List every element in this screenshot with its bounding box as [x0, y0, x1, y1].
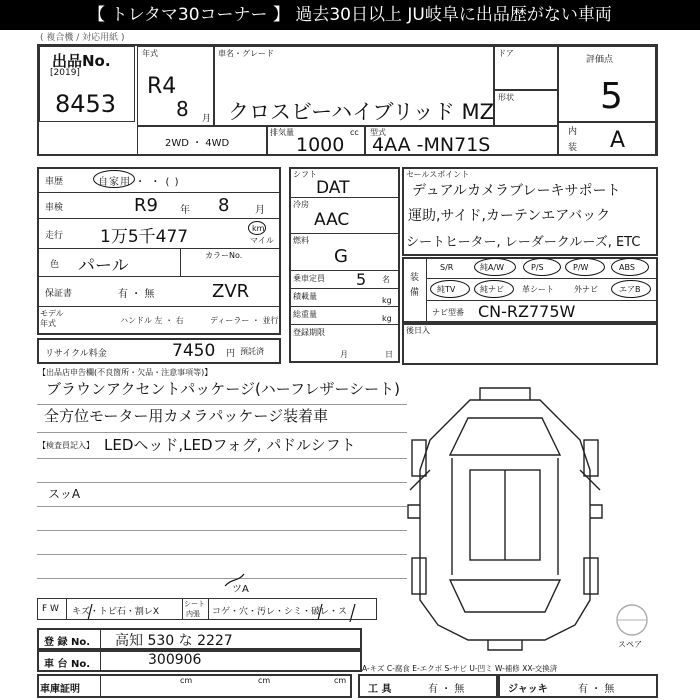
declaration-line-2: 全方位モーター用カメラパッケージ装着車 [44, 407, 329, 425]
weight-label: 総重量 [293, 310, 317, 319]
inspector-note: スッA [48, 487, 81, 501]
declaration-label: 【出品店申告欄(不良箇所・欠品・注意事項等)】 [38, 368, 213, 377]
lot-number: 8453 [55, 90, 117, 118]
recycle-unit: 円 [226, 349, 236, 359]
damage-legend: A-キズ C-腐食 E-エクボ S-サビ U-凹ミ W-補修 XX-交換済 [362, 664, 558, 673]
sales-label: セールスポイント [406, 170, 470, 179]
arrival-label: 車庫証明 [40, 684, 80, 695]
warranty-options: 有 ・ 無 [118, 289, 155, 300]
recycle-value: 7450 [172, 341, 216, 361]
equip-sr: S/R [440, 263, 454, 272]
year-month: 8 [176, 97, 189, 121]
tools-label: 工 具 [368, 684, 392, 695]
ac-label: 冷房 [293, 200, 309, 209]
load-label: 積載量 [293, 292, 317, 301]
ac-value: AAC [314, 210, 350, 230]
reg-value: 高知 530 な 2227 [115, 633, 233, 649]
lot-label: 出品No. [52, 52, 111, 70]
declaration-line-1: ブラウンアクセントパッケージ(ハーフレザーシート) [46, 380, 401, 398]
door-label: ドア [498, 49, 514, 58]
chassis-value: 300906 [148, 652, 202, 668]
car-name-value: クロスビーハイブリッド MZ [228, 100, 494, 124]
warranty-value: ZVR [212, 281, 250, 302]
inspection-label: 車検 [45, 203, 64, 213]
fw-options: キズ・トビ石・割レX [72, 607, 159, 617]
year-label: 年式 [142, 49, 158, 58]
fw-label: F W [42, 604, 59, 614]
color-label: 色 [50, 260, 60, 270]
fw-defects: コゲ・穴・汚レ・シミ・破レ・ス [212, 607, 348, 617]
history-label: 車歴 [45, 177, 64, 187]
equipment-label-1: 装 [410, 273, 420, 283]
score-value: 5 [600, 76, 623, 117]
fw-sheet: シート [184, 600, 205, 608]
interior-value: A [610, 128, 626, 153]
recycle-label: リサイクル料金 [45, 349, 107, 359]
year-month-unit: 月 [202, 114, 212, 124]
equip-pw: P/W [573, 263, 589, 272]
displacement-unit: cc [350, 128, 359, 137]
color-code-label: カラーNo. [205, 251, 243, 260]
arrival-unit-1: cm [180, 676, 193, 685]
jack-options: 有 ・ 無 [578, 684, 615, 695]
recycle-note: 預託済 [240, 347, 264, 356]
displacement-label: 排気量 [270, 128, 294, 137]
arrival-unit-3: cm [334, 676, 347, 685]
equip-ps: P/S [531, 263, 544, 272]
fuel-value: G [334, 246, 348, 267]
equip-aw: 純A/W [480, 263, 505, 272]
spare-label: スペア [618, 640, 642, 649]
header-cut-text: ( 複合機 / 対応用紙 ) [40, 33, 125, 43]
model-year-label-1: モデル [40, 309, 64, 318]
dealer-options: ディーラー ・ 並行 [210, 316, 279, 325]
score-label: 評価点 [586, 55, 614, 65]
capacity-label: 乗車定員 [293, 274, 325, 283]
inspection-year-unit: 年 [180, 205, 190, 216]
inspector-value: LEDヘッド,LEDフォグ, パドルシフト [104, 436, 356, 454]
history-options: 自家用 ・ ・ ( ) [98, 177, 180, 188]
drive-options: 2WD ・ 4WD [165, 138, 230, 149]
capacity-value: 5 [356, 270, 367, 289]
shape-label: 形状 [498, 93, 514, 102]
arrival-unit-2: cm [258, 676, 271, 685]
color-value: パール [78, 256, 129, 276]
inspection-year: R9 [134, 195, 158, 216]
equip-tv: 純TV [437, 285, 456, 294]
chassis-label: 車 台 No. [44, 659, 91, 670]
equip-abs: ABS [619, 263, 635, 272]
mileage-value: 1万5千477 [100, 227, 189, 247]
reg-label: 登 録 No. [44, 637, 91, 648]
fw-note: ツA [232, 584, 249, 595]
tools-options: 有 ・ 無 [428, 684, 465, 695]
later-label: 後日入 [406, 326, 430, 335]
jack-label: ジャッキ [508, 684, 548, 695]
handle-options: ハンドル 左 ・ 右 [120, 316, 184, 325]
lot-year-tag: [2019] [50, 68, 80, 78]
fuel-label: 燃料 [293, 236, 309, 245]
banner: 【 トレタマ30コーナー 】 過去30日以上 JU岐阜に出品歴がない車両 [0, 0, 700, 30]
mileage-alt-unit: マイル [250, 236, 274, 245]
model-year-label-2: 年式 [40, 319, 56, 328]
arrival-box [37, 674, 352, 698]
mileage-label: 走行 [45, 231, 64, 241]
inspector-label: 【検査員記入】 [38, 441, 94, 450]
equip-airbag: エアB [619, 285, 641, 294]
inspection-month-unit: 月 [255, 205, 265, 216]
interior-label-1: 内 [568, 127, 578, 137]
model-label: 型式 [370, 128, 386, 137]
sales-line-1: デュアルカメラブレーキサポート [412, 183, 621, 199]
inspection-month: 8 [218, 195, 230, 216]
displacement-value: 1000 [296, 134, 345, 156]
load-unit: kg [382, 296, 392, 305]
fw-sheet-2: 内張 [186, 610, 200, 618]
equip-leather: 革シート [522, 285, 554, 294]
registration-label: 登録期限 [293, 328, 325, 337]
year-era: R4 [147, 74, 177, 99]
interior-label-2: 装 [568, 143, 578, 153]
mileage-unit: km [252, 224, 265, 233]
registration-month: 月 [340, 350, 348, 359]
model-value: 4AA -MN71S [372, 134, 491, 156]
warranty-label: 保証書 [45, 289, 73, 299]
navi-value: CN-RZ775W [478, 302, 576, 321]
equipment-label-2: 備 [410, 288, 420, 298]
sales-line-3: シートヒーター, レーダークルーズ, ETC [406, 235, 641, 250]
shift-value: DAT [316, 178, 350, 198]
navi-label: ナビ型番 [432, 308, 464, 317]
shift-label: シフト [293, 170, 317, 179]
sales-line-2: 運助,サイド,カーテンエアバック [408, 208, 611, 224]
equip-navi: 純ナビ [480, 285, 504, 294]
car-name-label: 車名・グレード [218, 49, 274, 58]
registration-day: 日 [385, 350, 393, 359]
equip-ext-navi: 外ナビ [574, 285, 598, 294]
weight-unit: kg [382, 314, 392, 323]
capacity-unit: 名 [382, 275, 390, 284]
